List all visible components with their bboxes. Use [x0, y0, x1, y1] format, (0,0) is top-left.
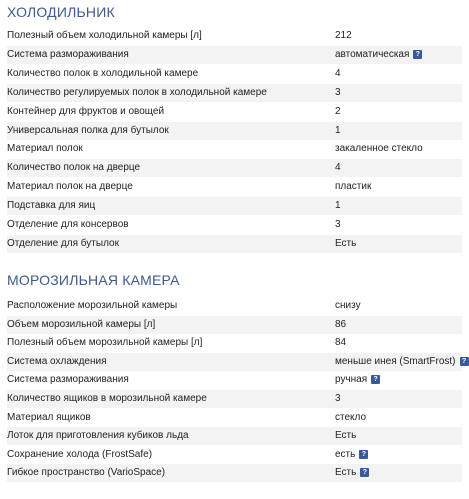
help-icon[interactable]: ?	[360, 468, 369, 477]
spec-value-text: Есть	[335, 237, 357, 249]
spec-value-text: 1	[335, 124, 341, 136]
spec-name: Материал ящиков	[7, 411, 91, 423]
spec-row	[7, 390, 462, 408]
spec-value	[335, 316, 346, 334]
spec-name: Отделение для бутылок	[7, 237, 119, 249]
spec-value	[335, 65, 341, 83]
spec-name: Количество полок в холодильной камере	[7, 67, 199, 79]
freezer-section-title: МОРОЗИЛЬНАЯ КАМЕРА	[7, 272, 180, 288]
spec-value	[335, 353, 469, 371]
spec-value	[335, 297, 361, 315]
spec-name: Материал полок на дверце	[7, 181, 133, 193]
spec-value	[335, 159, 341, 177]
spec-value-text: 2	[335, 105, 341, 117]
spec-value	[335, 464, 369, 482]
spec-value-text: 84	[335, 337, 347, 349]
spec-name: Отделение для консервов	[7, 219, 129, 230]
spec-value	[335, 235, 356, 253]
spec-row	[7, 197, 462, 215]
spec-name: Подставка для яиц	[7, 200, 96, 212]
spec-row	[7, 353, 467, 371]
fridge-section-title: ХОЛОДИЛЬНИК	[7, 4, 115, 20]
spec-row	[7, 159, 462, 177]
spec-value-text: есть	[335, 448, 356, 460]
spec-row	[7, 235, 462, 253]
spec-value-text: Есть	[335, 430, 357, 442]
spec-value	[335, 334, 346, 352]
spec-row	[7, 216, 462, 234]
spec-row	[7, 371, 462, 389]
spec-name: Система размораживания	[7, 374, 129, 386]
spec-name: Объем морозильной камеры [л]	[7, 318, 156, 330]
help-icon[interactable]: ?	[460, 357, 469, 366]
spec-value	[335, 103, 341, 121]
spec-value-text: Есть	[335, 467, 357, 479]
spec-value-text: 3	[335, 219, 341, 230]
spec-row	[7, 122, 462, 140]
spec-name: Лоток для приготовления кубиков льда	[7, 430, 189, 442]
help-icon[interactable]: ?	[371, 375, 380, 384]
spec-name: Универсальная полка для бутылок	[7, 124, 169, 136]
spec-value	[335, 216, 341, 234]
spec-value	[335, 46, 422, 64]
spec-value-text: меньше инея (SmartFrost)	[335, 355, 456, 367]
spec-value-text: закаленное стекло	[335, 143, 423, 155]
spec-value	[335, 122, 341, 140]
spec-value-text: 212	[335, 30, 352, 41]
spec-row	[7, 84, 462, 102]
spec-value-text: 86	[335, 318, 347, 330]
spec-value	[335, 371, 380, 389]
spec-row	[7, 46, 462, 64]
spec-row	[7, 27, 462, 45]
spec-value	[335, 197, 341, 215]
spec-name: Сохранение холода (FrostSafe)	[7, 448, 153, 460]
spec-value-text: 4	[335, 67, 341, 79]
spec-value	[335, 390, 341, 408]
spec-value-text: 4	[335, 162, 341, 174]
spec-row	[7, 140, 462, 158]
spec-name: Система размораживания	[7, 48, 129, 60]
spec-row	[7, 178, 462, 196]
spec-value-text: ручная	[335, 374, 368, 386]
spec-name: Контейнер для фруктов и овощей	[7, 105, 165, 117]
spec-row	[7, 334, 462, 352]
spec-value-text: 1	[335, 200, 341, 212]
spec-row	[7, 409, 462, 427]
spec-name: Полезный объем морозильной камеры [л]	[7, 337, 203, 349]
spec-name: Количество полок на дверце	[7, 162, 141, 174]
spec-row	[7, 103, 462, 121]
spec-value	[335, 446, 368, 464]
spec-row	[7, 297, 462, 315]
spec-name: Система охлаждения	[7, 355, 107, 367]
spec-name: Расположение морозильной камеры	[7, 300, 178, 311]
spec-value	[335, 178, 371, 196]
spec-name: Количество ящиков в морозильной камере	[7, 393, 207, 404]
spec-name: Количество регулируемых полок в холодильной камере	[7, 86, 267, 98]
spec-row	[7, 446, 462, 464]
spec-value	[335, 27, 352, 45]
spec-value-text: стекло	[335, 411, 367, 423]
spec-value-text: 3	[335, 393, 341, 404]
spec-value-text: 3	[335, 86, 341, 98]
spec-value	[335, 427, 356, 445]
spec-row	[7, 464, 462, 482]
help-icon[interactable]: ?	[359, 450, 368, 459]
spec-row	[7, 65, 462, 83]
spec-value-text: пластик	[335, 181, 372, 193]
spec-name: Материал полок	[7, 143, 83, 155]
spec-value-text: снизу	[335, 300, 361, 311]
spec-row	[7, 316, 462, 334]
spec-value	[335, 140, 423, 158]
spec-row	[7, 427, 462, 445]
spec-value-text: автоматическая	[335, 48, 410, 60]
spec-name: Гибкое пространство (VarioSpace)	[7, 467, 166, 479]
spec-value	[335, 84, 341, 102]
spec-name: Полезный объем холодильной камеры [л]	[7, 30, 202, 41]
help-icon[interactable]: ?	[413, 50, 422, 59]
spec-value	[335, 409, 366, 427]
